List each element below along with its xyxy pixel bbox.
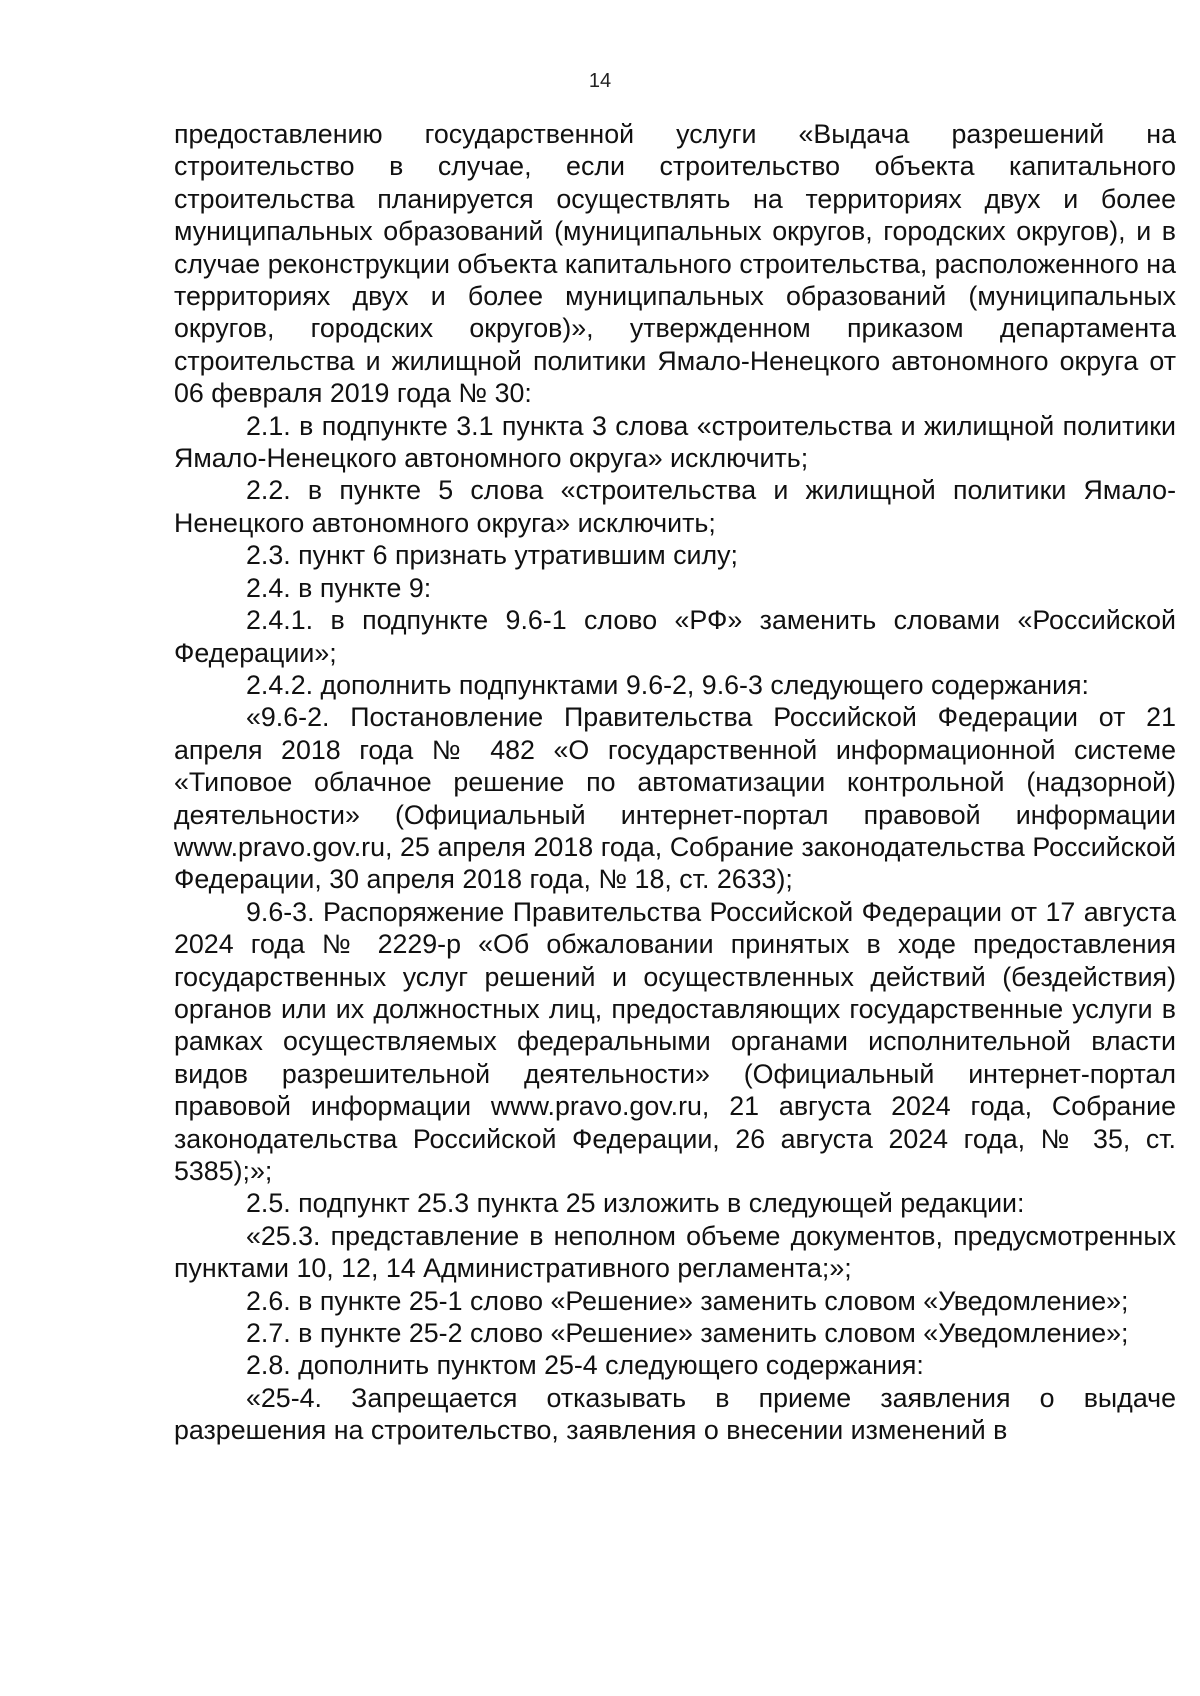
paragraph-2-4-2: 2.4.2. дополнить подпунктами 9.6-2, 9.6-3 следующего содержания: [246,669,1090,700]
paragraph-2-8: 2.8. дополнить пунктом 25-4 следующего содержания: [246,1350,924,1381]
paragraph-9-6-2: «9.6-2. Постановление Правительства Российской Федерации от 21 апреля 2018 года № 482 «О государственной информационной системе «Типовое облачное решение по автоматизации контрольной (надзорной) деятельности» (Официальный интернет-портал правовой информации www.pravo.gov.ru, 25 апреля 2018 года, Собрание законодательства Российской Федерации, 30 апреля 2018 года, № 18, ст. 2633); [174,702,1176,895]
paragraph-2-5: 2.5. подпункт 25.3 пункта 25 изложить в следующей редакции: [246,1188,1025,1219]
paragraph-2-6: 2.6. в пункте 25-1 слово «Решение» заменить словом «Уведомление»; [246,1285,1129,1316]
paragraph-2-4: 2.4. в пункте 9: [246,572,432,603]
paragraph-25-3: «25.3. представление в неполном объеме документов, предусмотренных пунктами 10, 12, 14 Административного регламента;»; [174,1220,1176,1284]
paragraph-2-7: 2.7. в пункте 25-2 слово «Решение» заменить словом «Уведомление»; [246,1318,1129,1349]
page-number: 14 [588,70,612,92]
paragraph-2-3: 2.3. пункт 6 признать утратившим силу; [246,540,738,571]
paragraph-intro-continued: предоставлению государственной услуги «Выдача разрешений на строительство в случае, если строительство объекта капитального строительства планируется осуществлять на территориях двух и более муниципальных образований (муниципальных округов, городских округов), и в случае реконструкции объекта капитального строительства, расположенного на территориях двух и более муниципальных образований (муниципальных округов, городских округов)», утвержденном приказом департамента строительства и жилищной политики Ямало-Ненецкого автономного округа от 06 февраля 2019 года № 30: [174,119,1176,409]
paragraph-2-1: 2.1. в подпункте 3.1 пункта 3 слова «строительства и жилищной политики Ямало-Ненецкого автономного округа» исключить; [174,410,1176,474]
paragraph-25-4: «25-4. Запрещается отказывать в приеме заявления о выдаче разрешения на строительство, заявления о внесении изменений в [174,1382,1176,1446]
document-body [174,118,1176,1447]
paragraph-2-4-1: 2.4.1. в подпункте 9.6-1 слово «РФ» заменить словами «Российской Федерации»; [174,605,1176,668]
paragraph-2-2: 2.2. в пункте 5 слова «строительства и жилищной политики Ямало-Ненецкого автономного округа» исключить; [174,475,1176,538]
paragraph-9-6-3: 9.6-3. Распоряжение Правительства Российской Федерации от 17 августа 2024 года № 2229-р «Об обжаловании принятых в ходе предоставления государственных услуг решений и осуществленных действий (бездействия) органов или их должностных лиц, предоставляющих государственные услуги в рамках осуществляемых федеральными органами исполнительной власти видов разрешительной деятельности» (Официальный интернет-портал правовой информации www.pravo.gov.ru, 21 августа 2024 года, Собрание законодательства Российской Федерации, 26 августа 2024 года, № 35, ст. 5385);»; [174,896,1176,1186]
